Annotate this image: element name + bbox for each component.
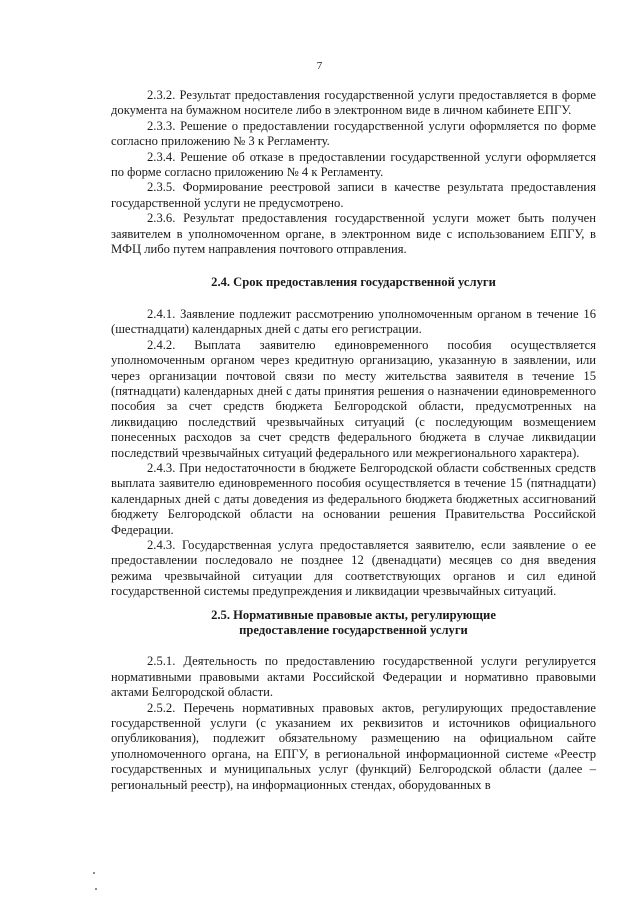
heading-2-5-line-2: предоставление государственной услуги <box>239 623 468 637</box>
scan-speck <box>93 872 95 874</box>
page-number: 7 <box>316 60 323 72</box>
paragraph-2-4-1: 2.4.1. Заявление подлежит рассмотрению уполномоченным органом в течение 16 (шестнадцати) календарных дней с даты его регистрации. <box>111 306 596 337</box>
paragraph-2-3-4: 2.3.4. Решение об отказе в предоставлении государственной услуги оформляется по форме согласно приложению № 4 к Регламенту. <box>111 149 596 180</box>
paragraph-2-3-5: 2.3.5. Формирование реестровой записи в качестве результата предоставления государственной услуги не предусмотрено. <box>111 180 596 210</box>
heading-2-5-line-1: 2.5. Нормативные правовые акты, регулирующие <box>211 607 496 622</box>
heading-2-4: 2.4. Срок предоставления государственной услуги <box>211 275 496 290</box>
scan-speck <box>95 888 97 890</box>
paragraph-2-4-3-b: 2.4.3. Государственная услуга предоставляется заявителю, если заявление о ее предоставлении последовало не позднее 12 (двенадцати) месяцев со дня введения режима чрезвычайной ситуации для соответствующих органов и сил единой государственной системы предупреждения и ликвидации чрезвычайных ситуаций. <box>111 537 596 599</box>
paragraph-2-5-2: 2.5.2. Перечень нормативных правовых актов, регулирующих предоставление государственной услуги (с указанием их реквизитов и источников официального опубликования), подлежит обязательному размещению на официальном сайте уполномоченного органа, на ЕПГУ, в региональной информационной системе «Реестр государственных и муниципальных услуг (функций) Белгородской области (далее – региональный реестр), на информационных стендах, оборудованных в <box>111 700 596 792</box>
paragraph-2-5-1: 2.5.1. Деятельность по предоставлению государственной услуги регулируется нормативными правовыми актами Российской Федерации и нормативно правовыми актами Белгородской области. <box>111 654 596 700</box>
heading-2-5 <box>111 608 596 639</box>
paragraph-2-4-2: 2.4.2. Выплата заявителю единовременного пособия осуществляется уполномоченным органом через кредитную организацию, указанную в заявлении, или через организации почтовой связи по месту жительства заявителя в течение 15 (пятнадцати) календарных дней с даты принятия решения о назначении единовременного пособия за счет средств бюджета Белгородской области, предусмотренных на ликвидацию последствий чрезвычайных ситуаций (с последующим возмещением понесенных расходов за счет средств федерального бюджета в случае ликвидации последствий чрезвычайных ситуаций федерального или межрегионального характера). <box>111 337 596 460</box>
paragraph-2-4-3-a: 2.4.3. При недостаточности в бюджете Белгородской области собственных средств выплата заявителю единовременного пособия осуществляется в течение 15 (пятнадцати) календарных дней с даты доведения из федерального бюджета бюджетных ассигнований бюджету Белгородской области на основании решения Правительства Российской Федерации. <box>111 460 596 537</box>
document-body <box>111 88 596 793</box>
paragraph-2-3-3: 2.3.3. Решение о предоставлении государственной услуги оформляется по форме согласно приложению № 3 к Регламенту. <box>111 118 596 149</box>
paragraph-2-3-2: 2.3.2. Результат предоставления государственной услуги предоставляется в форме документа на бумажном носителе либо в электронном виде в личном кабинете ЕПГУ. <box>111 88 596 118</box>
paragraph-2-3-6: 2.3.6. Результат предоставления государственной услуги может быть получен заявителем в уполномоченном органе, в электронном виде с использованием ЕПГУ, в МФЦ либо путем направления почтового отправления. <box>111 211 596 257</box>
